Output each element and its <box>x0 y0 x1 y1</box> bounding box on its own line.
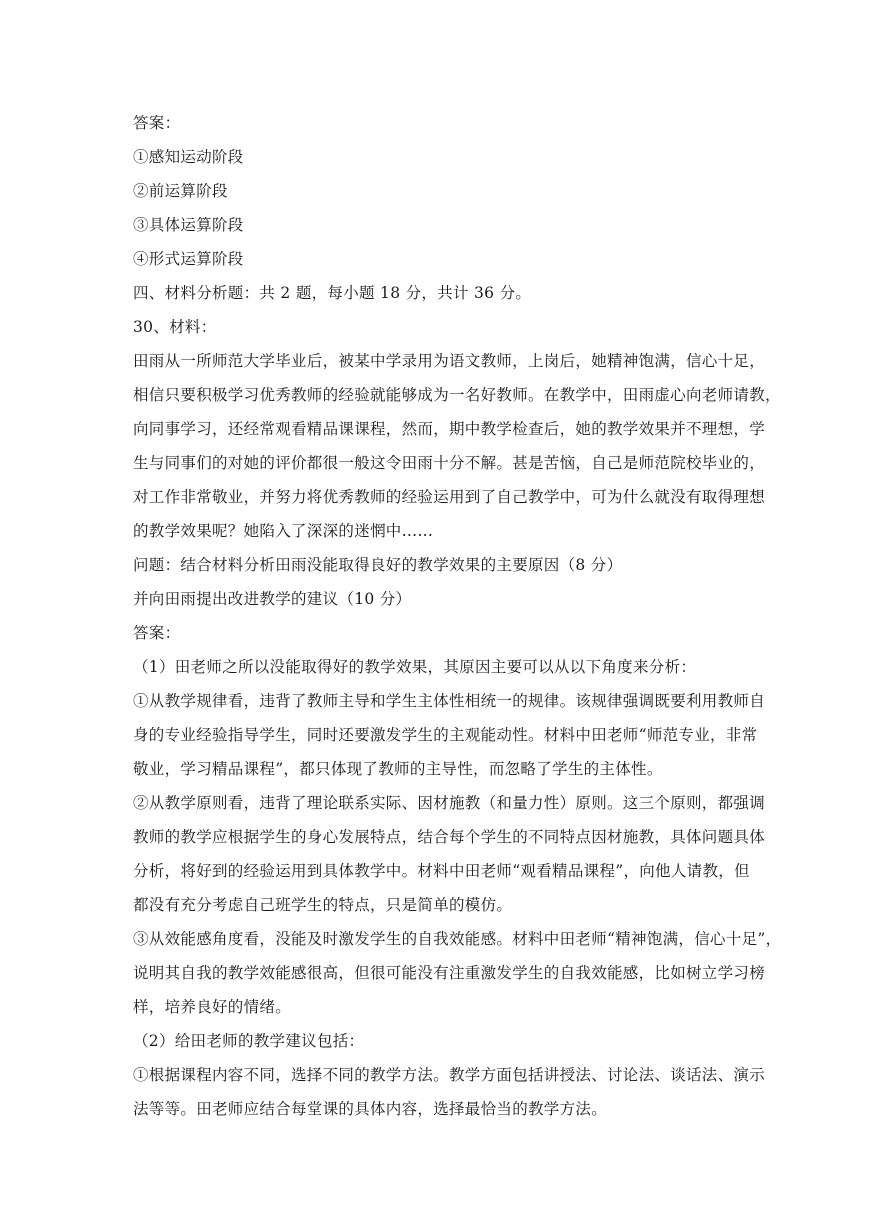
material-line: 对工作非常敬业，并努力将优秀教师的经验运用到了自己教学中，可为什么就没有取得理想 <box>133 488 766 506</box>
answer-label: 答案： <box>133 624 181 642</box>
analysis-line: 敬业，学习精品课程”，都只体现了教师的主导性，而忽略了学生的主体性。 <box>133 760 663 778</box>
advice-line: 法等等。田老师应结合每堂课的具体内容，选择最恰当的教学方法。 <box>133 1100 608 1118</box>
analysis-point <box>133 684 766 786</box>
stage-item: ①感知运动阶段 <box>133 148 244 166</box>
analysis-line: 样，培养良好的情绪。 <box>133 998 292 1016</box>
analysis-line: ①从教学规律看，违背了教师主导和学生主体性相统一的规律。该规律强调既要利用教师自 <box>133 692 766 710</box>
analysis-point <box>133 922 782 1024</box>
analysis-line: 说明其自我的教学效能感很高，但很可能没有注重激发学生的自我效能感，比如树立学习榜 <box>133 964 766 982</box>
advice-point <box>133 1058 766 1126</box>
material-line: 向同事学习，还经常观看精品课课程，然而，期中教学检查后，她的教学效果并不理想，学 <box>133 420 766 438</box>
material-line: 田雨从一所师范大学毕业后，被某中学录用为语文教师，上岗后，她精神饱满，信心十足， <box>133 352 766 370</box>
analysis-line: 都没有充分考虑自己班学生的特点，只是简单的模仿。 <box>133 896 513 914</box>
material-paragraph <box>133 344 781 548</box>
stage-item: ③具体运算阶段 <box>133 216 244 234</box>
question-text: 问题：结合材料分析田雨没能取得良好的教学效果的主要原因（8 分） <box>133 556 623 574</box>
question-number: 30、材料： <box>133 318 217 336</box>
question-text: 并向田雨提出改进教学的建议（10 分） <box>133 590 412 608</box>
analysis-point <box>133 786 766 922</box>
material-line: 相信只要积极学习优秀教师的经验就能够成为一名好教师。在教学中，田雨虚心向老师请教， <box>133 386 781 404</box>
analysis-line: ③从效能感角度看，没能及时激发学生的自我效能感。材料中田老师“精神饱满，信心十足”， <box>133 930 782 948</box>
advice-line: ①根据课程内容不同，选择不同的教学方法。教学方面包括讲授法、讨论法、谈话法、演示 <box>133 1066 766 1084</box>
material-line: 生与同事们的对她的评价都很一般这令田雨十分不解。甚是苦恼，自己是师范院校毕业的， <box>133 454 766 472</box>
answer-label: 答案： <box>133 114 181 132</box>
part-heading: （1）田老师之所以没能取得好的教学效果，其原因主要可以从以下角度来分析： <box>133 658 697 676</box>
stage-item: ②前运算阶段 <box>133 182 228 200</box>
part-heading: （2）给田老师的教学建议包括： <box>133 1032 365 1050</box>
material-line: 的教学效果呢？她陷入了深深的迷惘中…… <box>133 522 434 540</box>
stage-item: ④形式运算阶段 <box>133 250 244 268</box>
analysis-line: 身的专业经验指导学生，同时还要激发学生的主观能动性。材料中田老师“师范专业，非常 <box>133 726 758 744</box>
analysis-line: 分析，将好到的经验运用到具体教学中。材料中田老师“观看精品课程”，向他人请教，但 <box>133 862 750 880</box>
analysis-line: ②从教学原则看，违背了理论联系实际、因材施教（和量力性）原则。这三个原则，都强调 <box>133 794 766 812</box>
analysis-line: 教师的教学应根据学生的身心发展特点，结合每个学生的不同特点因材施教，具体问题具体 <box>133 828 766 846</box>
section-heading: 四、材料分析题：共 2 题，每小题 18 分，共计 36 分。 <box>133 284 532 302</box>
document-content <box>133 106 782 1126</box>
